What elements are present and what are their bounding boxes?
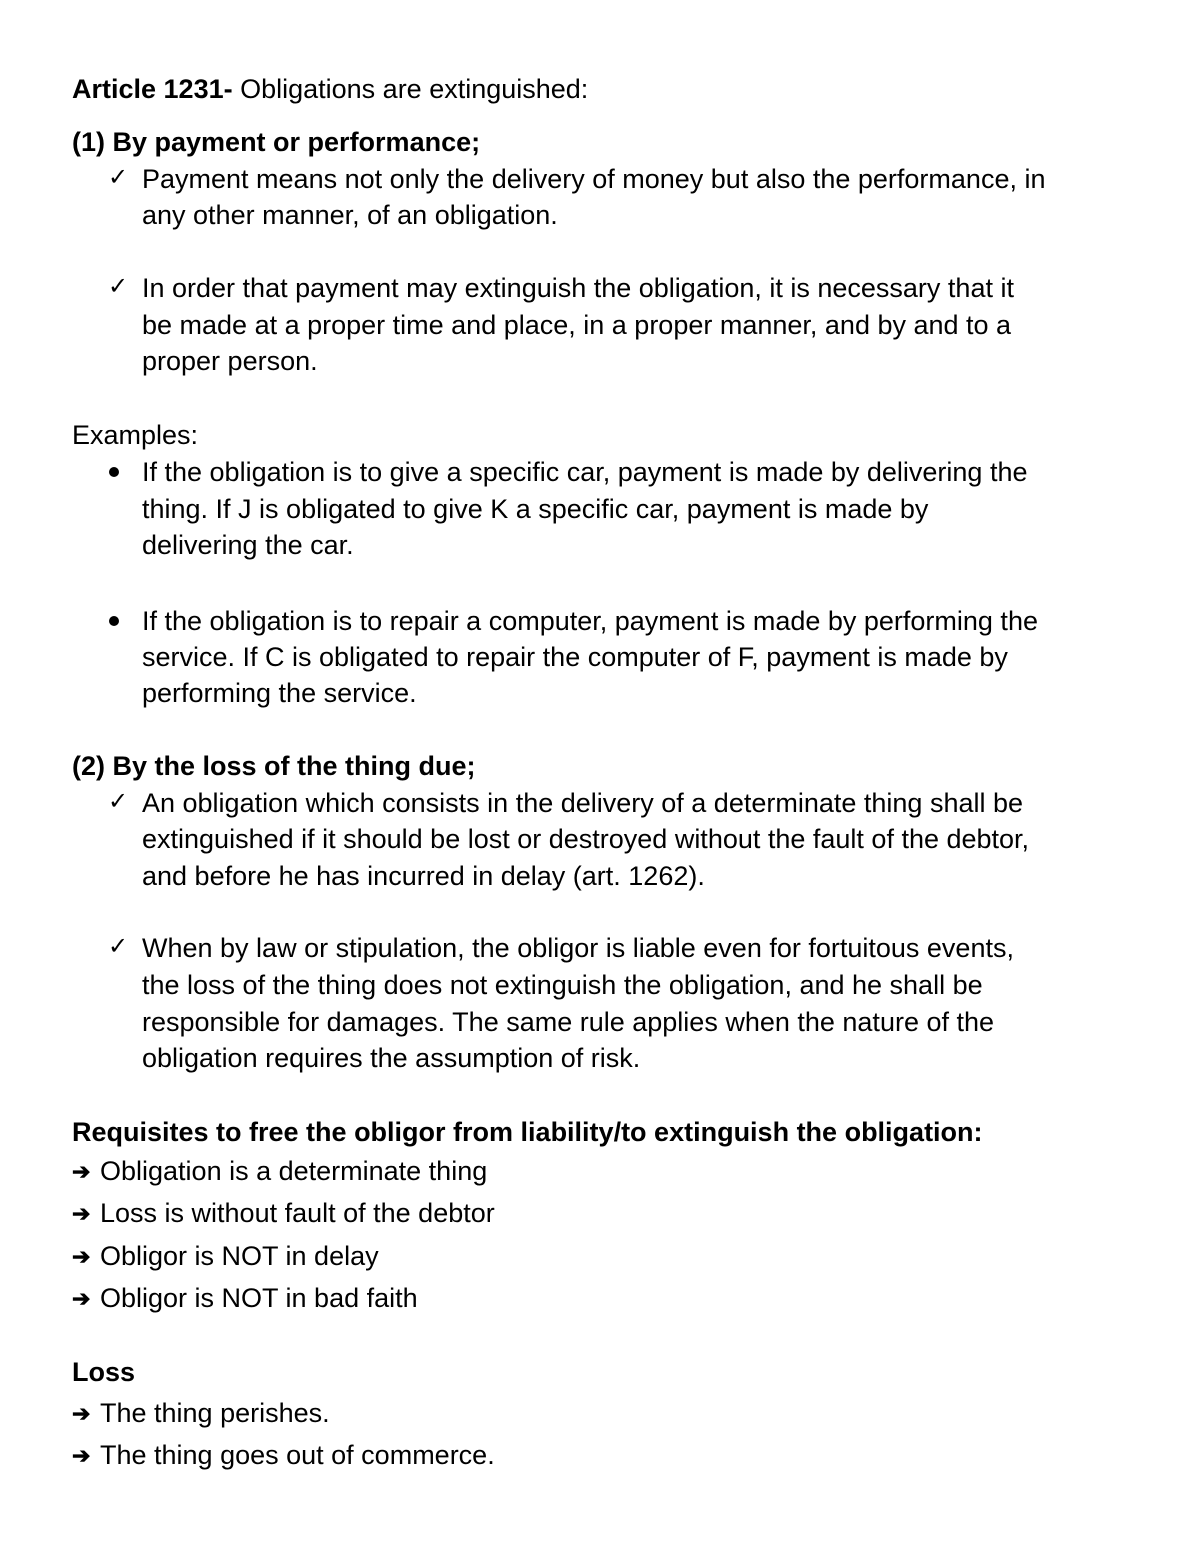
section-2-check-2-line-1: When by law or stipulation, the obligor is liable even for fortuitous events,: [142, 933, 1014, 963]
examples-label: Examples:: [72, 420, 199, 450]
arrow-icon: ➔: [72, 1443, 91, 1468]
article-text: Obligations are extinguished:: [232, 74, 589, 104]
example-1-line-1: If the obligation is to give a specific car, payment is made by delivering the: [142, 457, 1028, 487]
section-2-check-2-line-3: responsible for damages. The same rule applies when the nature of the: [142, 1007, 995, 1037]
section-1-check-1-line-2: any other manner, of an obligation.: [142, 200, 558, 230]
bullet-icon: [109, 467, 119, 477]
section-2-check-1-line-3: and before he has incurred in delay (art. 1262).: [142, 861, 705, 891]
example-2-line-3: performing the service.: [142, 678, 417, 708]
section-2-check-2-line-2: the loss of the thing does not extinguish the obligation, and he shall be: [142, 970, 983, 1000]
check-icon: ✓: [108, 933, 129, 960]
check-icon: ✓: [108, 788, 129, 815]
example-1-line-2: thing. If J is obligated to give K a specific car, payment is made by: [142, 494, 929, 524]
requisite-item: ➔ Loss is without fault of the debtor: [72, 1198, 495, 1228]
arrow-icon: ➔: [72, 1244, 91, 1269]
requisite-item: ➔ Obligation is a determinate thing: [72, 1156, 488, 1186]
example-2-line-2: service. If C is obligated to repair the computer of F, payment is made by: [142, 642, 1008, 672]
section-1-check-2-line-1: In order that payment may extinguish the obligation, it is necessary that it: [142, 273, 1014, 303]
bullet-icon: [109, 616, 119, 626]
loss-item: ➔ The thing perishes.: [72, 1398, 330, 1428]
example-1-line-3: delivering the car.: [142, 530, 354, 560]
check-icon: ✓: [108, 164, 129, 191]
section-2-check-1-line-2: extinguished if it should be lost or destroyed without the fault of the debtor,: [142, 824, 1030, 854]
arrow-icon: ➔: [72, 1159, 91, 1184]
check-icon: ✓: [108, 273, 129, 300]
loss-heading: Loss: [72, 1357, 136, 1387]
article-label: Article 1231-: [72, 74, 233, 104]
section-1-check-2-line-3: proper person.: [142, 346, 318, 376]
loss-item: ➔ The thing goes out of commerce.: [72, 1440, 495, 1470]
section-1-check-1-line-1: Payment means not only the delivery of money but also the performance, in: [142, 164, 1046, 194]
section-2-heading: (2) By the loss of the thing due;: [72, 751, 476, 781]
section-2-check-1-line-1: An obligation which consists in the delivery of a determinate thing shall be: [142, 788, 1024, 818]
requisites-heading: Requisites to free the obligor from liability/to extinguish the obligation:: [72, 1117, 983, 1147]
requisite-item: ➔ Obligor is NOT in delay: [72, 1241, 379, 1271]
section-1-heading: (1) By payment or performance;: [72, 127, 481, 157]
article-heading: [72, 74, 588, 104]
section-2-check-2-line-4: obligation requires the assumption of risk.: [142, 1043, 641, 1073]
requisite-item: ➔ Obligor is NOT in bad faith: [72, 1283, 418, 1313]
arrow-icon: ➔: [72, 1401, 91, 1426]
section-1-check-2-line-2: be made at a proper time and place, in a proper manner, and by and to a: [142, 310, 1012, 340]
arrow-icon: ➔: [72, 1286, 91, 1311]
arrow-icon: ➔: [72, 1201, 91, 1226]
example-2-line-1: If the obligation is to repair a computer, payment is made by performing the: [142, 606, 1038, 636]
